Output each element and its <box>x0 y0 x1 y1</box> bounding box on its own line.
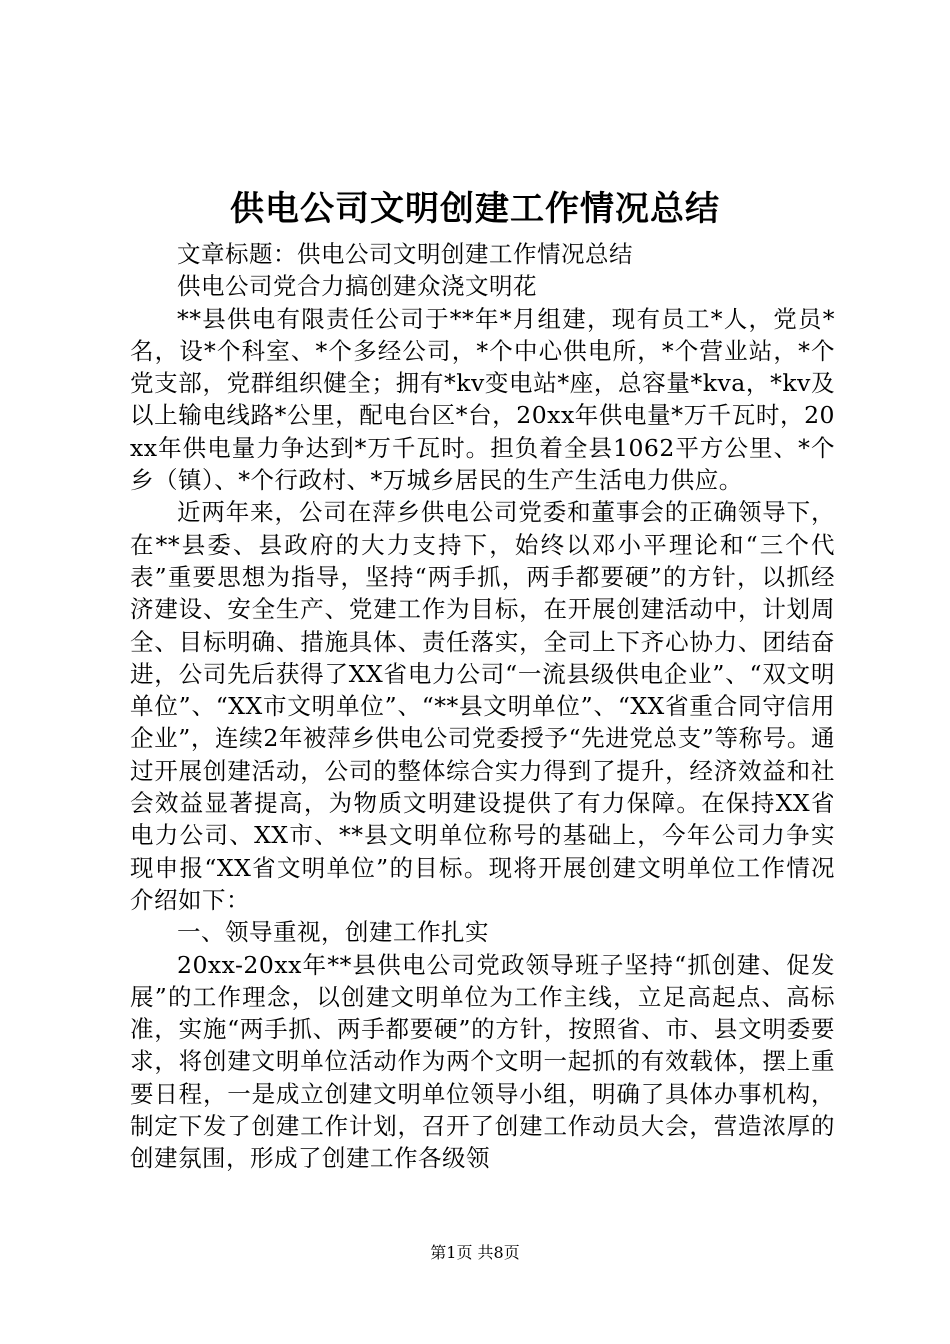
document-title: 供电公司文明创建工作情况总结 <box>230 189 720 229</box>
paragraph-achievements: 近两年来，公司在萍乡供电公司党委和董事会的正确领导下，在**县委、县政府的大力支持下，始终以邓小平理论和“三个代表”重要思想为指导，坚持“两手抓，两手都要硬”的方针，以抓经济建设、安全生产、党建工作为目标，在开展创建活动中，计划周全、目标明确、措施具体、责任落实，全司上下齐心协力、团结奋进，公司先后获得了XX省电力公司“一流县级供电企业”、“双文明单位”、“XX市文明单位”、“**县文明单位”、“XX省重合同守信用企业”，连续2年被萍乡供电公司党委授予“先进党总支”等称号。通过开展创建活动，公司的整体综合实力得到了提升，经济效益和社会效益显著提高，为物质文明建设提供了有力保障。在保持XX省电力公司、XX市、**县文明单位称号的基础上，今年公司力争实现申报“XX省文明单位”的目标。现将开展创建文明单位工作情况介绍如下： <box>130 498 835 914</box>
document-body <box>130 238 835 1175</box>
paragraph-leadership: 20xx-20xx年**县供电公司党政领导班子坚持“抓创建、促发展”的工作理念，以创建文明单位为工作主线，立足高起点、高标准，实施“两手抓、两手都要硬”的方针，按照省、市、县文明委要求，将创建文明单位活动作为两个文明一起抓的有效载体，摆上重要日程，一是成立创建文明单位领导小组，明确了具体办事机构，制定下发了创建工作计划，召开了创建工作动员大会，营造浓厚的创建氛围，形成了创建工作各级领 <box>130 950 835 1173</box>
page-footer: 第1页 共8页 <box>430 1243 520 1262</box>
section-heading-1: 一、领导重视，创建工作扎实 <box>177 918 489 947</box>
subtitle-line: 供电公司党合力搞创建众浇文明花 <box>177 272 537 301</box>
article-title-line: 文章标题：供电公司文明创建工作情况总结 <box>177 240 633 268</box>
paragraph-company-overview: **县供电有限责任公司于**年*月组建，现有员工*人，党员*名，设*个科室、*个多经公司，*个中心供电所，*个营业站，*个党支部，党群组织健全；拥有*kv变电站*座，总容量*kva，*kv及以上输电线路*公里，配电台区*台，20xx年供电量*万千瓦时，20xx年供电量力争达到*万千瓦时。担负着全县1062平方公里、*个乡（镇）、*个行政村、*万城乡居民的生产生活电力供应。 <box>130 304 835 495</box>
